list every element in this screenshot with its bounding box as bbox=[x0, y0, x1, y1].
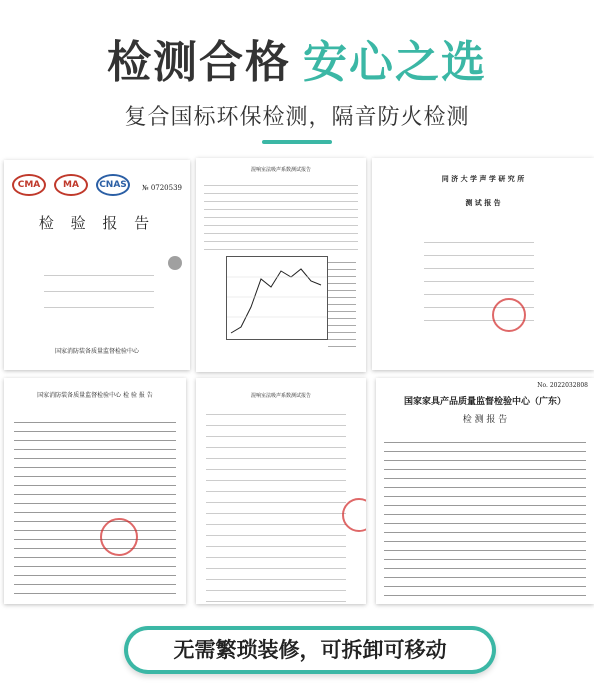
scroll-handle[interactable] bbox=[168, 256, 182, 270]
report-number: № 0720539 bbox=[141, 184, 182, 192]
report-image-1 bbox=[4, 160, 190, 370]
report-image-5 bbox=[196, 378, 366, 604]
absorption-curve bbox=[227, 257, 327, 339]
headline-part1: 检测合格 bbox=[107, 37, 291, 88]
report-number: No. 2022032808 bbox=[537, 382, 588, 389]
report-table bbox=[384, 434, 586, 604]
ma-logo-icon: MA bbox=[54, 174, 88, 196]
certification-logos bbox=[12, 174, 130, 196]
headline bbox=[0, 26, 594, 90]
report-title: 检 验 报 告 bbox=[38, 214, 156, 232]
report-title: 国家消防装备质量监督检验中心 检 验 报 告 bbox=[37, 392, 153, 399]
headline-part2: 安心之选 bbox=[303, 37, 487, 88]
report-image-2 bbox=[196, 158, 366, 372]
bottom-banner bbox=[124, 626, 496, 674]
report-rows bbox=[204, 178, 358, 250]
report-title: 混响室法吸声系数测试报告 bbox=[250, 167, 311, 173]
cnas-logo-icon: CNAS bbox=[96, 174, 130, 196]
banner-text: 无需繁琐装修，可拆卸可移动 bbox=[128, 630, 492, 670]
absorption-table bbox=[328, 256, 356, 338]
report-image-3 bbox=[372, 158, 594, 370]
report-fields bbox=[44, 270, 154, 318]
red-seal-icon bbox=[492, 298, 526, 332]
divider bbox=[262, 140, 332, 144]
report-image-4 bbox=[4, 378, 186, 604]
report-title: 国家家具产品质量监督检验中心（广东） bbox=[403, 397, 566, 407]
report-footer: 国家消防装备质量监督检验中心 bbox=[54, 348, 139, 355]
red-seal-icon bbox=[100, 518, 138, 556]
absorption-chart bbox=[226, 256, 328, 340]
report-fields bbox=[206, 410, 346, 604]
report-subtitle: 测 试 报 告 bbox=[465, 198, 501, 207]
report-table bbox=[14, 414, 176, 594]
report-subtitle: 检 测 报 告 bbox=[462, 415, 508, 425]
cma-logo-icon: CMA bbox=[12, 174, 46, 196]
report-title: 同 济 大 学 声 学 研 究 所 bbox=[441, 174, 525, 183]
report-image-6 bbox=[376, 378, 594, 604]
report-title: 混响室法吸声系数测试报告 bbox=[250, 393, 311, 399]
subline: 复合国标环保检测，隔音防火检测 bbox=[124, 105, 470, 130]
